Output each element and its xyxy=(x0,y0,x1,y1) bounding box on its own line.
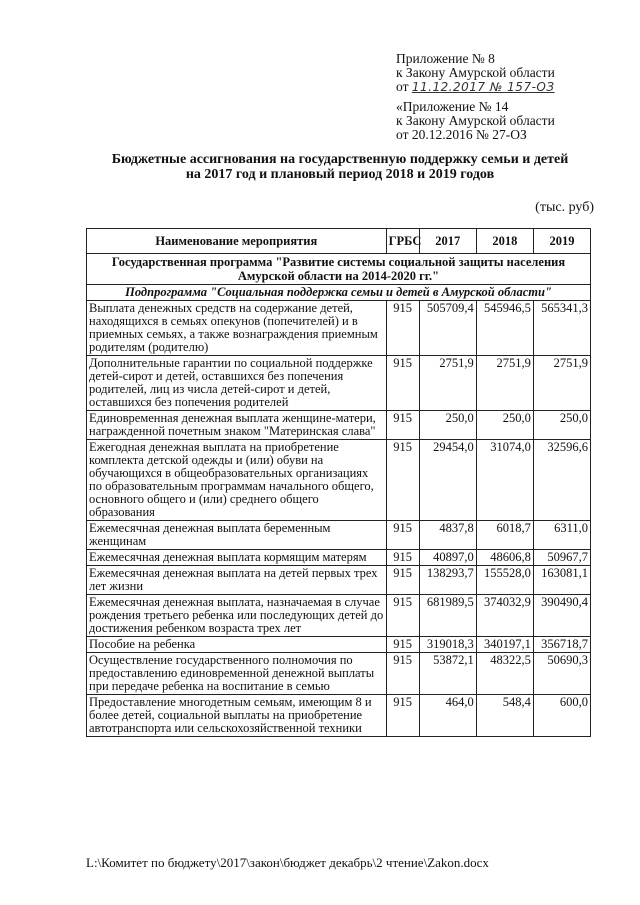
row-grbs-cell: 915 xyxy=(386,595,419,637)
document-title-line2: на 2017 год и плановый период 2018 и 2019 годов xyxy=(185,167,495,182)
row-name-cell: Предоставление многодетным семьям, имеющим 8 и более детей, социальной выплаты на приобретение автотранспорта или сельскохозяйственной техники xyxy=(87,695,387,737)
row-2017-cell: 505709,4 xyxy=(419,301,476,356)
table-row xyxy=(87,521,591,550)
table-row xyxy=(87,440,591,521)
handwritten-reference: 11.12.2017 № 157-ОЗ xyxy=(411,80,555,94)
row-grbs-cell: 915 xyxy=(386,440,419,521)
row-name-cell: Осуществление государственного полномочия по предоставлению единовременной денежной выплаты при передаче ребенка на воспитание в семью xyxy=(87,653,387,695)
row-grbs-cell: 915 xyxy=(386,566,419,595)
document-title xyxy=(60,152,620,182)
row-name-cell: Ежемесячная денежная выплата кормящим матерям xyxy=(87,550,387,566)
subprogram-row xyxy=(87,285,591,301)
subprogram-title: Подпрограмма "Социальная поддержка семьи и детей в Амурской области" xyxy=(87,285,591,301)
appendix-14-block xyxy=(396,100,555,142)
row-2018-cell: 250,0 xyxy=(476,411,533,440)
header-2019: 2019 xyxy=(533,229,590,254)
row-2018-cell: 340197,1 xyxy=(476,637,533,653)
appendix-8-title: Приложение № 8 xyxy=(396,51,495,66)
document-title-line1: Бюджетные ассигнования на государственную поддержку семьи и детей xyxy=(111,152,569,167)
row-2018-cell: 48322,5 xyxy=(476,653,533,695)
header-2017: 2017 xyxy=(419,229,476,254)
row-2019-cell: 163081,1 xyxy=(533,566,590,595)
table-header-row xyxy=(87,229,591,254)
row-2017-cell: 138293,7 xyxy=(419,566,476,595)
row-grbs-cell: 915 xyxy=(386,411,419,440)
row-2017-cell: 53872,1 xyxy=(419,653,476,695)
row-2019-cell: 356718,7 xyxy=(533,637,590,653)
row-2018-cell: 374032,9 xyxy=(476,595,533,637)
row-name-cell: Единовременная денежная выплата женщине-матери, награжденной почетным знаком "Материнская слава" xyxy=(87,411,387,440)
row-2018-cell: 48606,8 xyxy=(476,550,533,566)
table-row xyxy=(87,695,591,737)
program-title: Государственная программа "Развитие системы социальной защиты населения Амурской области на 2014-2020 гг." xyxy=(87,254,591,285)
row-2018-cell: 548,4 xyxy=(476,695,533,737)
header-grbs: ГРБС xyxy=(386,229,419,254)
row-2019-cell: 50690,3 xyxy=(533,653,590,695)
appendix-8-block xyxy=(396,52,555,94)
row-2017-cell: 464,0 xyxy=(419,695,476,737)
table-row xyxy=(87,637,591,653)
row-2019-cell: 32596,6 xyxy=(533,440,590,521)
row-2019-cell: 390490,4 xyxy=(533,595,590,637)
row-2018-cell: 6018,7 xyxy=(476,521,533,550)
row-2017-cell: 681989,5 xyxy=(419,595,476,637)
row-2018-cell: 155528,0 xyxy=(476,566,533,595)
row-2017-cell: 29454,0 xyxy=(419,440,476,521)
file-path-footer: L:\Комитет по бюджету\2017\закон\бюджет декабрь\2 чтение\Zakon.docx xyxy=(86,855,489,870)
row-grbs-cell: 915 xyxy=(386,637,419,653)
appendix-14-law: к Закону Амурской области xyxy=(396,113,555,128)
table-row xyxy=(87,301,591,356)
row-grbs-cell: 915 xyxy=(386,695,419,737)
row-name-cell: Ежемесячная денежная выплата, назначаемая в случае рождения третьего ребенка или последующих детей до достижения ребенком возраста трех лет xyxy=(87,595,387,637)
table-row xyxy=(87,550,591,566)
row-2019-cell: 250,0 xyxy=(533,411,590,440)
appendix-14-title: «Приложение № 14 xyxy=(396,99,509,114)
table-row xyxy=(87,653,591,695)
row-2017-cell: 250,0 xyxy=(419,411,476,440)
appendix-14-date: от 20.12.2016 № 27-ОЗ xyxy=(396,127,527,142)
row-2017-cell: 40897,0 xyxy=(419,550,476,566)
row-2018-cell: 31074,0 xyxy=(476,440,533,521)
row-2019-cell: 2751,9 xyxy=(533,356,590,411)
row-2018-cell: 2751,9 xyxy=(476,356,533,411)
appendix-8-law: к Закону Амурской области xyxy=(396,65,555,80)
row-grbs-cell: 915 xyxy=(386,356,419,411)
row-2017-cell: 319018,3 xyxy=(419,637,476,653)
row-2019-cell: 565341,3 xyxy=(533,301,590,356)
row-grbs-cell: 915 xyxy=(386,653,419,695)
row-2019-cell: 6311,0 xyxy=(533,521,590,550)
row-grbs-cell: 915 xyxy=(386,521,419,550)
row-name-cell: Выплата денежных средств на содержание детей, находящихся в семьях опекунов (попечителей) и в приемных семьях, а также вознаграждения приемным родителям (родителю) xyxy=(87,301,387,356)
table-row xyxy=(87,566,591,595)
row-name-cell: Ежемесячная денежная выплата беременным женщинам xyxy=(87,521,387,550)
row-grbs-cell: 915 xyxy=(386,550,419,566)
row-name-cell: Ежегодная денежная выплата на приобретение комплекта детской одежды и (или) обуви на обучающихся в общеобразовательных организациях по образовательным программам начального общего, основного общего и (или) среднего общего образования xyxy=(87,440,387,521)
program-row xyxy=(87,254,591,285)
row-name-cell: Пособие на ребенка xyxy=(87,637,387,653)
row-name-cell: Дополнительные гарантии по социальной поддержке детей-сирот и детей, оставшихся без попечения родителей, лиц из числа детей-сирот и детей, оставшихся без попечения родителей xyxy=(87,356,387,411)
header-name: Наименование мероприятия xyxy=(87,229,387,254)
table-row xyxy=(87,595,591,637)
row-2018-cell: 545946,5 xyxy=(476,301,533,356)
row-2019-cell: 50967,7 xyxy=(533,550,590,566)
units-label: (тыс. руб) xyxy=(535,200,594,215)
row-2017-cell: 4837,8 xyxy=(419,521,476,550)
header-2018: 2018 xyxy=(476,229,533,254)
table-row xyxy=(87,356,591,411)
row-2017-cell: 2751,9 xyxy=(419,356,476,411)
budget-table xyxy=(86,228,591,737)
row-2019-cell: 600,0 xyxy=(533,695,590,737)
appendix-8-from-prefix: от xyxy=(396,79,409,94)
appendix-8-date-line xyxy=(396,80,555,94)
row-grbs-cell: 915 xyxy=(386,301,419,356)
row-name-cell: Ежемесячная денежная выплата на детей первых трех лет жизни xyxy=(87,566,387,595)
table-row xyxy=(87,411,591,440)
